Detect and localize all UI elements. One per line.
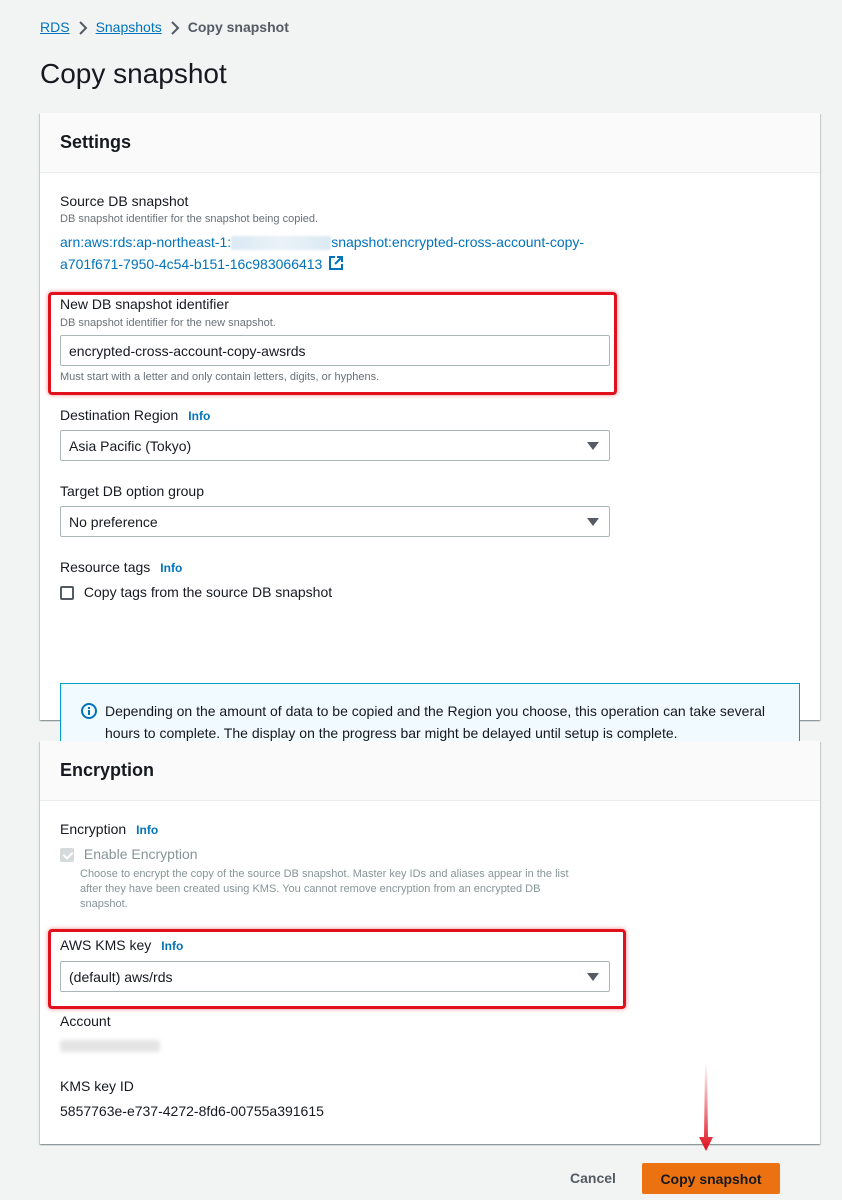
cancel-button[interactable]: Cancel [570, 1170, 616, 1186]
encryption-desc-line1: Choose to encrypt the copy of the source DB snapshot. Master key IDs and aliases appear in the list [80, 868, 569, 880]
info-alert-line1: Depending on the amount of data to be copied and the Region you choose, this operation can take several [105, 703, 766, 719]
arn-line2: a701f671-7950-4c54-b151-16c983066413 [60, 256, 323, 272]
resource-tags-info-link[interactable]: Info [160, 561, 183, 575]
page-title: Copy snapshot [40, 58, 227, 89]
settings-header: Settings [40, 113, 820, 173]
breadcrumb-snapshots[interactable]: Snapshots [95, 19, 162, 36]
encryption-desc-line2: after they have been created using KMS. You cannot remove encryption from an encrypted DB [80, 883, 541, 895]
new-identifier-description: DB snapshot identifier for the new snapshot. [60, 317, 276, 329]
annotation-arrow-icon [699, 1063, 713, 1151]
breadcrumb [40, 19, 289, 35]
encryption-label-text: Encryption [60, 821, 127, 837]
option-group-select[interactable] [60, 506, 610, 537]
destination-region-info-link[interactable]: Info [188, 409, 211, 423]
kms-key-id-label: KMS key ID [60, 1078, 134, 1094]
encryption-info-link[interactable]: Info [136, 823, 159, 837]
chevron-right-icon [70, 19, 96, 35]
external-link-icon [329, 254, 343, 276]
destination-region-select[interactable] [60, 430, 610, 461]
source-snapshot-arn-link[interactable] [60, 231, 620, 276]
highlight-box [48, 929, 626, 1009]
option-group-label: Target DB option group [60, 483, 204, 499]
destination-region-label [60, 407, 210, 423]
copy-tags-option[interactable] [60, 584, 332, 600]
arn-prefix: arn:aws:rds:ap-northeast-1: [60, 234, 232, 250]
resource-tags-label [60, 559, 182, 575]
new-identifier-label: New DB snapshot identifier [60, 296, 229, 312]
highlight-box [48, 292, 617, 395]
destination-region-value: Asia Pacific (Tokyo) [69, 437, 192, 454]
source-snapshot-label: Source DB snapshot [60, 193, 189, 209]
destination-region-text: Destination Region [60, 407, 179, 423]
breadcrumb-rds[interactable]: RDS [40, 19, 70, 36]
new-identifier-constraint: Must start with a letter and only contain letters, digits, or hyphens. [60, 371, 380, 383]
kms-key-value: (default) aws/rds [69, 968, 173, 985]
enable-encryption-label: Enable Encryption [83, 846, 198, 862]
kms-key-id-value: 5857763e-e737-4272-8fd6-00755a391615 [60, 1103, 324, 1119]
info-alert-line2: hours to complete. The display on the progress bar might be delayed until setup is complete. [105, 725, 678, 741]
enable-encryption-checkbox [60, 848, 74, 862]
resource-tags-text: Resource tags [60, 559, 151, 575]
caret-down-icon [587, 442, 599, 450]
account-label: Account [60, 1013, 111, 1029]
new-identifier-input[interactable]: encrypted-cross-account-copy-awsrds [60, 335, 610, 366]
source-snapshot-description: DB snapshot identifier for the snapshot being copied. [60, 213, 319, 225]
encryption-header: Encryption [40, 741, 820, 801]
encryption-label [60, 821, 158, 837]
info-circle-icon [81, 703, 97, 725]
settings-panel [40, 113, 820, 741]
copy-tags-checkbox[interactable] [60, 586, 74, 600]
encryption-description [80, 867, 569, 912]
redacted-account-id [231, 236, 331, 250]
copy-tags-label: Copy tags from the source DB snapshot [83, 584, 333, 600]
redacted-account-value [60, 1040, 160, 1052]
arn-suffix: snapshot:encrypted-cross-account-copy- [331, 234, 585, 250]
encryption-desc-line3: snapshot. [80, 898, 128, 910]
breadcrumb-current: Copy snapshot [187, 19, 289, 36]
kms-key-label-text: AWS KMS key [60, 937, 152, 953]
copy-snapshot-button[interactable]: Copy snapshot [642, 1163, 780, 1194]
caret-down-icon [587, 518, 599, 526]
chevron-right-icon [162, 19, 188, 35]
option-group-value: No preference [69, 513, 158, 530]
kms-key-info-link[interactable]: Info [161, 939, 184, 953]
enable-encryption-option [60, 846, 198, 862]
